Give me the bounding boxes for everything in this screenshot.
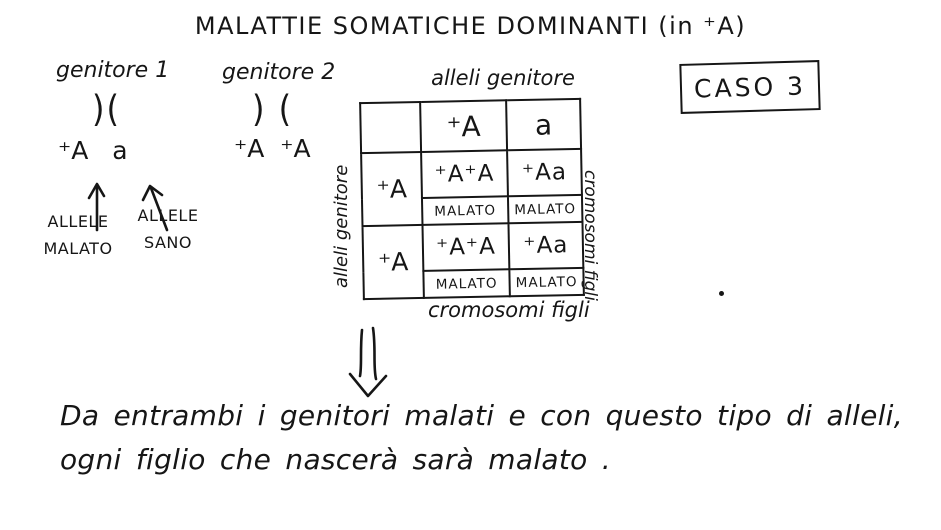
genotype-cell: ⁺A⁺A [422,223,509,271]
punnett-square [359,98,585,300]
punnett-corner-cell [360,102,421,153]
genotype-cell: ⁺Aa [507,149,582,196]
allele-malato-annotation [30,208,126,262]
parent2-label: genitore 2 [222,60,336,85]
stray-ink-dot [719,291,724,296]
punnett-row [361,149,582,199]
punnett-bottom-label: cromosomi figli [428,298,590,322]
conclusion-line1: Da entrambi i genitori malati e con questo tipo di alleli, [60,399,903,432]
genotype-cell: ⁺Aa [508,222,583,269]
punnett-top-label: alleli genitore [431,66,575,90]
status-cell: MALATO [422,196,509,225]
punnett-header-row [360,99,581,153]
parent1-chromosome-symbol: )( [92,87,121,131]
conclusion-line2: ogni figlio che nascerà sarà malato . [60,443,611,476]
parent2-chromosome-symbol: ) ( [252,87,294,131]
allele-sano-line2: SANO [144,233,192,252]
punnett-row-header: ⁺A [363,225,424,299]
genotype-cell: ⁺A⁺A [421,150,508,198]
parent1-block [30,58,230,288]
punnett-left-label: alleli genitore [331,164,352,288]
allele-malato-line1: ALLELE [47,212,109,231]
punnett-col-header: ⁺A [420,100,507,152]
punnett-col-header: a [506,99,581,150]
caso-box [679,60,820,114]
parent1-label: genitore 1 [56,58,170,83]
parent2-alleles: ⁺A ⁺A [234,134,311,163]
punnett-row [363,222,584,272]
status-cell: MALATO [509,268,584,296]
punnett-right-label: cromosomi figli [580,169,600,301]
parent1-alleles: ⁺A a [58,136,128,165]
allele-sano-annotation [128,202,208,256]
allele-sano-line1: ALLELE [137,206,199,225]
status-cell: MALATO [423,269,510,298]
page-title: MALATTIE SOMATICHE DOMINANTI (in ⁺A) [194,12,747,40]
status-cell: MALATO [508,195,583,223]
allele-malato-line2: MALATO [43,239,113,258]
conclusion-text [60,394,920,482]
caso-label: CASO 3 [693,70,807,104]
punnett-row-header: ⁺A [361,152,422,226]
down-arrow-icon [346,326,398,400]
